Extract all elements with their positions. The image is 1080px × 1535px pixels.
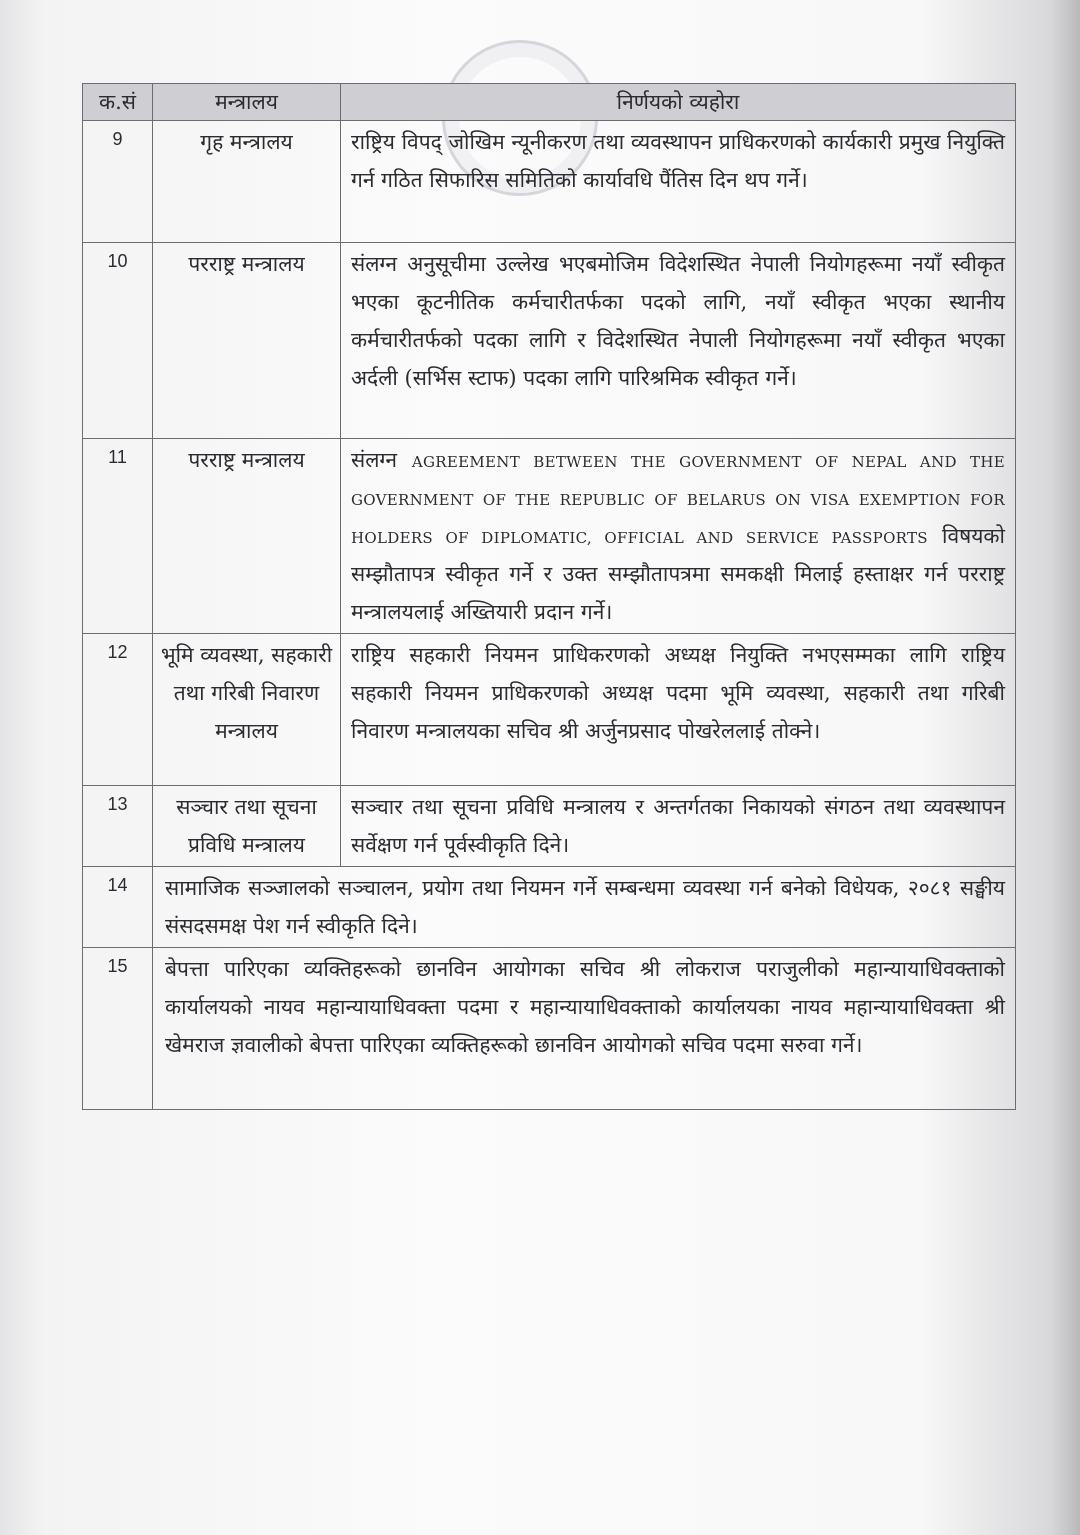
table-row	[83, 121, 1016, 243]
row-serial-number: 13	[83, 786, 153, 867]
row-ministry: गृह मन्त्रालय	[153, 121, 341, 243]
table-row	[83, 948, 1016, 1110]
row-decision: सञ्चार तथा सूचना प्रविधि मन्त्रालय र अन्तर्गतका निकायको संगठन तथा व्यवस्थापन सर्वेक्षण गर्न पूर्वस्वीकृति दिने।	[341, 786, 1016, 867]
table-row	[83, 786, 1016, 867]
table-header-row	[83, 84, 1016, 121]
row-serial-number: 12	[83, 634, 153, 786]
row-decision: संलग्न अनुसूचीमा उल्लेख भएबमोजिम विदेशस्थित नेपाली नियोगहरूमा नयाँ स्वीकृत भएका कूटनीतिक कर्मचारीतर्फका पदको लागि, नयाँ स्वीकृत भएका स्थानीय कर्मचारीतर्फको पदका लागि र विदेशस्थित नेपाली नियोगहरूमा नयाँ स्वीकृत भएका अर्दली (सर्भिस स्टाफ) पदका लागि पारिश्रमिक स्वीकृत गर्ने।	[341, 243, 1016, 439]
row-serial-number: 15	[83, 948, 153, 1110]
header-serial-number: क.सं	[83, 84, 153, 121]
row-ministry: भूमि व्यवस्था, सहकारी तथा गरिबी निवारण मन्त्रालय	[153, 634, 341, 786]
row-serial-number: 14	[83, 867, 153, 948]
page-edge-shadow	[1052, 0, 1080, 1535]
row-decision: सामाजिक सञ्जालको सञ्चालन, प्रयोग तथा नियमन गर्ने सम्बन्धमा व्यवस्था गर्न बनेको विधेयक, २०८१ सङ्घीय संसदसमक्ष पेश गर्न स्वीकृति दिने।	[153, 867, 1016, 948]
row-decision: राष्ट्रिय विपद् जोखिम न्यूनीकरण तथा व्यवस्थापन प्राधिकरणको कार्यकारी प्रमुख नियुक्ति गर्न गठित सिफारिस समितिको कार्यावधि पैंतिस दिन थप गर्ने।	[341, 121, 1016, 243]
row-decision: बेपत्ता पारिएका व्यक्तिहरूको छानविन आयोगका सचिव श्री लोकराज पराजुलीको महान्यायाधिवक्ताको कार्यालयको नायव महान्यायाधिवक्ता पदमा र महान्यायाधिवक्ताको कार्यालयका नायव महान्यायाधिवक्ता श्री खेमराज ज्ञवालीको बेपत्ता पारिएका व्यक्तिहरूको छानविन आयोगको सचिव पदमा सरुवा गर्ने।	[153, 948, 1016, 1110]
table-row	[83, 243, 1016, 439]
row-serial-number: 10	[83, 243, 153, 439]
row-decision: राष्ट्रिय सहकारी नियमन प्राधिकरणको अध्यक्ष नियुक्ति नभएसम्मका लागि राष्ट्रिय सहकारी नियमन प्राधिकरणको अध्यक्ष पदमा भूमि व्यवस्था, सहकारी तथा गरिबी निवारण मन्त्रालयका सचिव श्री अर्जुनप्रसाद पोखरेललाई तोक्ने।	[341, 634, 1016, 786]
agreement-title-english: AGREEMENT BETWEEN THE GOVERNMENT OF NEPAL AND THE GOVERNMENT OF THE REPUBLIC OF BELARUS ON VISA EXEMPTION FOR HOLDERS OF DIPLOMATIC, OFFICIAL AND SERVICE PASSPORTS	[351, 453, 1005, 547]
table-row	[83, 867, 1016, 948]
row-decision	[341, 439, 1016, 634]
decision-prefix: संलग्न	[351, 448, 397, 472]
row-serial-number: 11	[83, 439, 153, 634]
row-ministry: सञ्चार तथा सूचना प्रविधि मन्त्रालय	[153, 786, 341, 867]
table-row	[83, 634, 1016, 786]
header-ministry: मन्त्रालय	[153, 84, 341, 121]
header-decision: निर्णयको व्यहोरा	[341, 84, 1016, 121]
row-serial-number: 9	[83, 121, 153, 243]
row-ministry: परराष्ट्र मन्त्रालय	[153, 439, 341, 634]
decision-suffix: विषयको सम्झौतापत्र स्वीकृत गर्ने र उक्त सम्झौतापत्रमा समकक्षी मिलाई हस्ताक्षर गर्न परराष्ट्र मन्त्रालयलाई अख्तियारी प्रदान गर्ने।	[351, 524, 1005, 624]
row-ministry: परराष्ट्र मन्त्रालय	[153, 243, 341, 439]
cabinet-decisions-table	[82, 83, 1016, 1110]
table-row	[83, 439, 1016, 634]
